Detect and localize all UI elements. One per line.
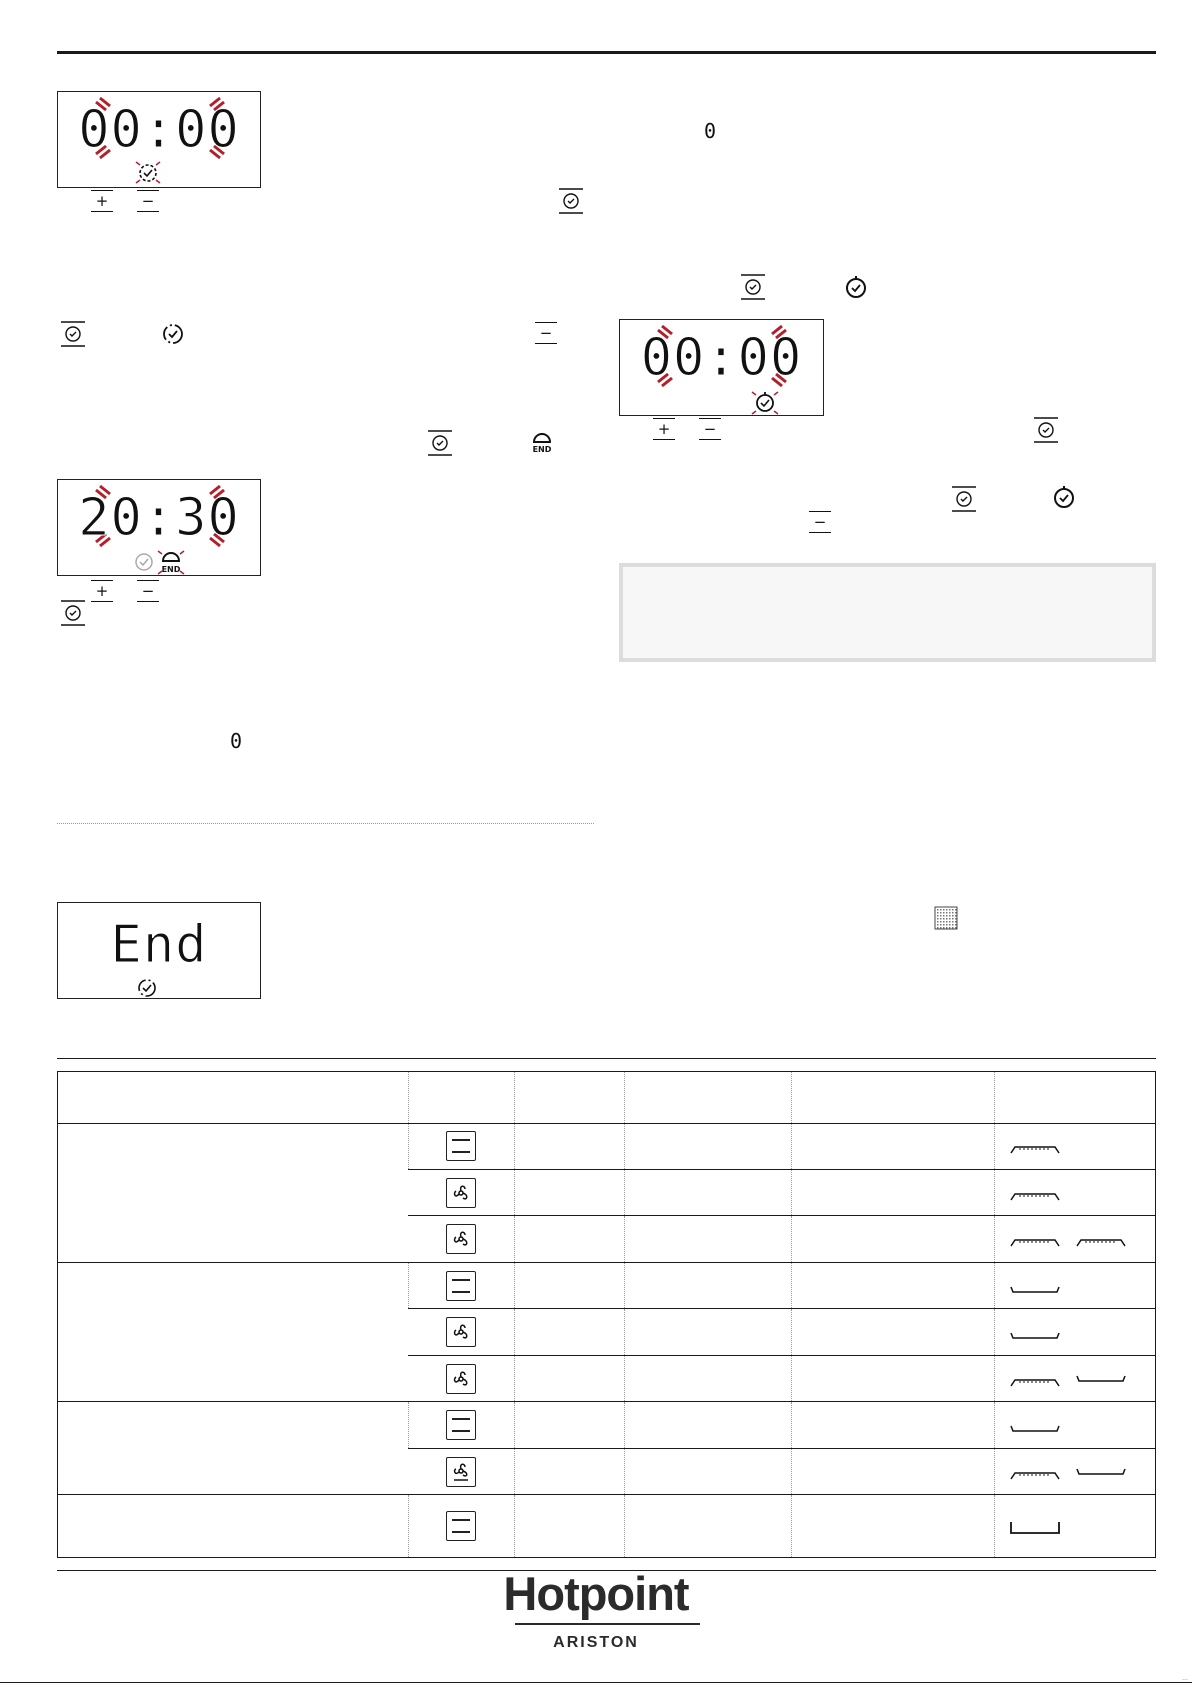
svg-text:END: END	[532, 445, 552, 454]
clock-button-icon	[60, 600, 86, 626]
plus-button-icon: +	[91, 190, 113, 212]
wire-shelf-icon	[1009, 1234, 1061, 1248]
wire-shelf-icon	[1009, 1141, 1061, 1155]
note-box	[619, 563, 1156, 662]
function-cell	[408, 1123, 514, 1169]
header-cell	[408, 1072, 514, 1124]
section-rule	[57, 1058, 1156, 1059]
lcd-digits: 00:00	[78, 100, 240, 160]
plus-button-icon: +	[91, 580, 113, 602]
svg-text:END: END	[161, 565, 181, 574]
header-cell	[792, 1072, 995, 1124]
duration-icon	[134, 976, 160, 1000]
logo-divider	[515, 1623, 700, 1625]
plus-button-icon: +	[653, 418, 675, 440]
deep-pan-icon	[1009, 1519, 1061, 1535]
accessory-cell	[995, 1309, 1156, 1355]
clock-button-icon	[427, 430, 453, 456]
page-bottom-rule	[0, 1682, 1192, 1683]
zero-glyph: 0	[230, 729, 243, 753]
zero-glyph: 0	[704, 119, 717, 143]
lcd-display-end-time	[57, 479, 261, 576]
top-rule	[57, 51, 1156, 54]
accessory-cell	[995, 1123, 1156, 1169]
fan-icon	[446, 1178, 476, 1208]
lcd-display-timer	[619, 319, 824, 416]
clock-button-icon	[60, 321, 86, 347]
dotted-square-icon	[934, 906, 958, 930]
header-cell	[995, 1072, 1156, 1124]
conventional-icon	[446, 1511, 476, 1541]
timer-icon	[749, 388, 781, 416]
accessory-cell	[995, 1495, 1156, 1558]
recipe-cell	[58, 1262, 409, 1401]
fan-icon	[446, 1317, 476, 1347]
table-row	[58, 1123, 1156, 1169]
wire-shelf-icon	[1009, 1467, 1061, 1481]
cooking-table	[57, 1071, 1156, 1558]
table-header-row	[58, 1072, 1156, 1124]
fan-icon	[446, 1224, 476, 1254]
minus-button-icon: −	[809, 511, 831, 533]
minus-button-icon: −	[137, 580, 159, 602]
minus-button-icon: −	[535, 322, 557, 344]
clock-button-icon	[740, 274, 766, 300]
baking-tray-icon	[1009, 1420, 1061, 1434]
baking-tray-icon	[1075, 1463, 1127, 1477]
lcd-digits: 20:30	[78, 488, 240, 548]
lcd-display-end	[57, 902, 261, 999]
duration-icon	[133, 159, 163, 185]
minus-button-icon: −	[137, 190, 159, 212]
wire-shelf-icon	[1009, 1374, 1061, 1388]
logo-sub: ARISTON	[553, 1634, 639, 1651]
baking-tray-icon	[1009, 1327, 1061, 1341]
conventional-icon	[446, 1131, 476, 1161]
minus-button-icon: −	[699, 418, 721, 440]
table-row	[58, 1262, 1156, 1308]
recipe-cell	[58, 1123, 409, 1262]
conventional-icon	[446, 1271, 476, 1301]
duration-icon-dim	[132, 550, 156, 574]
accessory-cell	[995, 1448, 1156, 1494]
header-cell	[58, 1072, 409, 1124]
lcd-digits: End	[110, 915, 208, 975]
accessory-cell	[995, 1169, 1156, 1215]
header-cell	[514, 1072, 625, 1124]
duration-icon	[160, 321, 186, 347]
table-row	[58, 1495, 1156, 1558]
accessory-cell	[995, 1216, 1156, 1262]
wire-shelf-icon	[1075, 1234, 1127, 1248]
clock-button-icon	[558, 188, 584, 214]
recipe-cell	[58, 1402, 409, 1495]
fan-bake-icon	[446, 1457, 476, 1487]
recipe-cell	[58, 1495, 409, 1558]
baking-tray-icon	[1009, 1281, 1061, 1295]
logo-brand: Hotpoint	[503, 1567, 689, 1620]
end-time-icon	[529, 430, 555, 456]
footer-text: …	[1182, 1676, 1188, 1682]
lcd-display-duration	[57, 91, 261, 188]
accessory-cell	[995, 1262, 1156, 1308]
fan-icon	[446, 1364, 476, 1394]
header-cell	[625, 1072, 792, 1124]
clock-button-icon	[1033, 417, 1059, 443]
table-row	[58, 1402, 1156, 1448]
end-time-icon	[156, 548, 186, 576]
timer-icon	[843, 274, 869, 300]
wire-shelf-icon	[1009, 1188, 1061, 1202]
timer-icon	[1051, 484, 1077, 510]
clock-button-icon	[951, 486, 977, 512]
dotted-separator	[57, 823, 594, 824]
accessory-cell	[995, 1402, 1156, 1448]
lcd-digits: 00:00	[640, 328, 803, 388]
baking-tray-icon	[1075, 1370, 1127, 1384]
conventional-icon	[446, 1410, 476, 1440]
accessory-cell	[995, 1355, 1156, 1401]
